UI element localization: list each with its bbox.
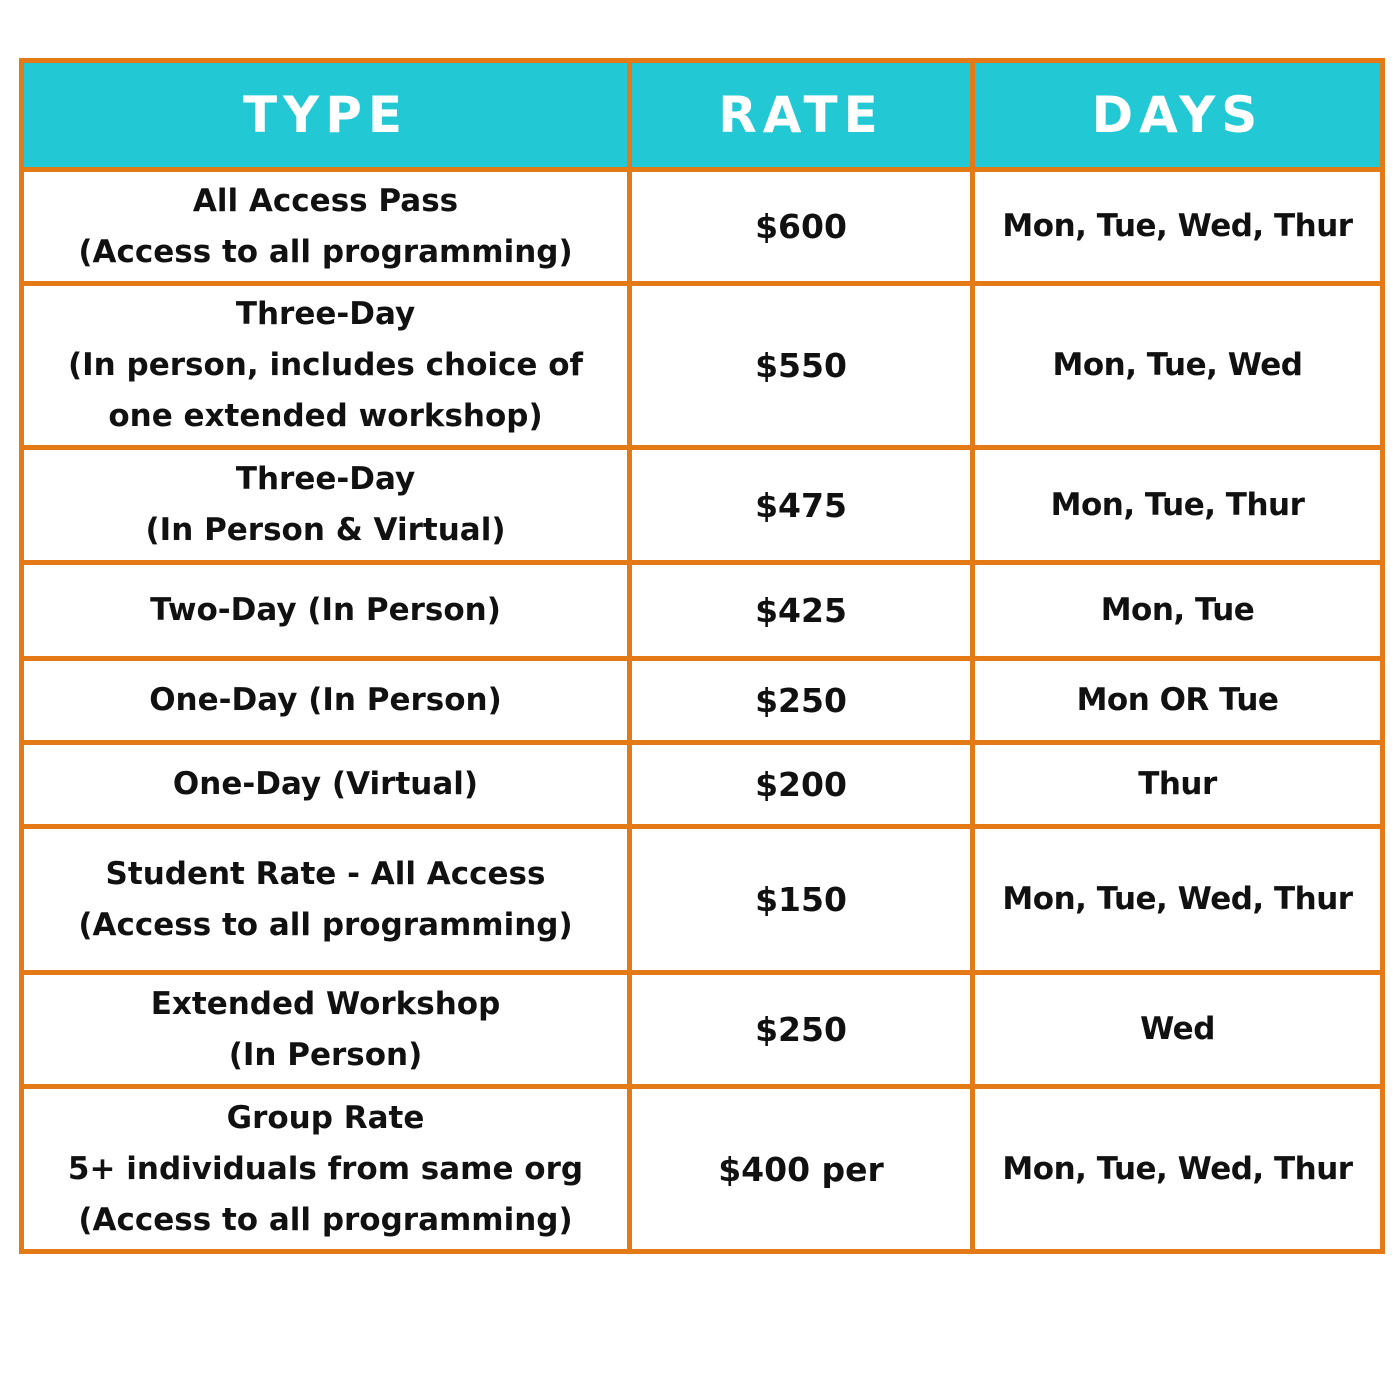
days-cell: Mon, Tue, Wed, Thur bbox=[973, 827, 1383, 973]
table-row bbox=[22, 827, 1383, 973]
rate-cell: $600 bbox=[630, 170, 973, 284]
days-cell: Mon OR Tue bbox=[973, 659, 1383, 743]
days-cell: Mon, Tue, Wed, Thur bbox=[973, 170, 1383, 284]
table-row bbox=[22, 1087, 1383, 1252]
days-cell: Thur bbox=[973, 743, 1383, 827]
rate-header: RATE bbox=[630, 61, 973, 170]
table-row bbox=[22, 973, 1383, 1087]
days-cell: Mon, Tue, Thur bbox=[973, 448, 1383, 563]
table-row bbox=[22, 659, 1383, 743]
header-row bbox=[22, 61, 1383, 170]
type-cell: Extended Workshop (In Person) bbox=[22, 973, 630, 1087]
days-cell: Mon, Tue bbox=[973, 563, 1383, 659]
table-row bbox=[22, 170, 1383, 284]
type-cell: Three-Day (In person, includes choice of one extended workshop) bbox=[22, 284, 630, 448]
table-row bbox=[22, 743, 1383, 827]
type-cell: Group Rate 5+ individuals from same org (Access to all programming) bbox=[22, 1087, 630, 1252]
days-cell: Mon, Tue, Wed bbox=[973, 284, 1383, 448]
type-cell: One-Day (In Person) bbox=[22, 659, 630, 743]
type-cell: Two-Day (In Person) bbox=[22, 563, 630, 659]
days-header: DAYS bbox=[973, 61, 1383, 170]
table-row bbox=[22, 284, 1383, 448]
days-cell: Wed bbox=[973, 973, 1383, 1087]
rate-cell: $425 bbox=[630, 563, 973, 659]
rate-cell: $200 bbox=[630, 743, 973, 827]
rate-cell: $400 per bbox=[630, 1087, 973, 1252]
days-cell: Mon, Tue, Wed, Thur bbox=[973, 1087, 1383, 1252]
rate-cell: $475 bbox=[630, 448, 973, 563]
type-cell: Student Rate - All Access (Access to all programming) bbox=[22, 827, 630, 973]
type-cell: One-Day (Virtual) bbox=[22, 743, 630, 827]
type-cell: Three-Day (In Person & Virtual) bbox=[22, 448, 630, 563]
rate-cell: $150 bbox=[630, 827, 973, 973]
table-row bbox=[22, 448, 1383, 563]
type-cell: All Access Pass (Access to all programming) bbox=[22, 170, 630, 284]
table-row bbox=[22, 563, 1383, 659]
rate-cell: $250 bbox=[630, 659, 973, 743]
rate-cell: $550 bbox=[630, 284, 973, 448]
pricing-table bbox=[19, 58, 1385, 1254]
type-header: TYPE bbox=[22, 61, 630, 170]
rate-cell: $250 bbox=[630, 973, 973, 1087]
